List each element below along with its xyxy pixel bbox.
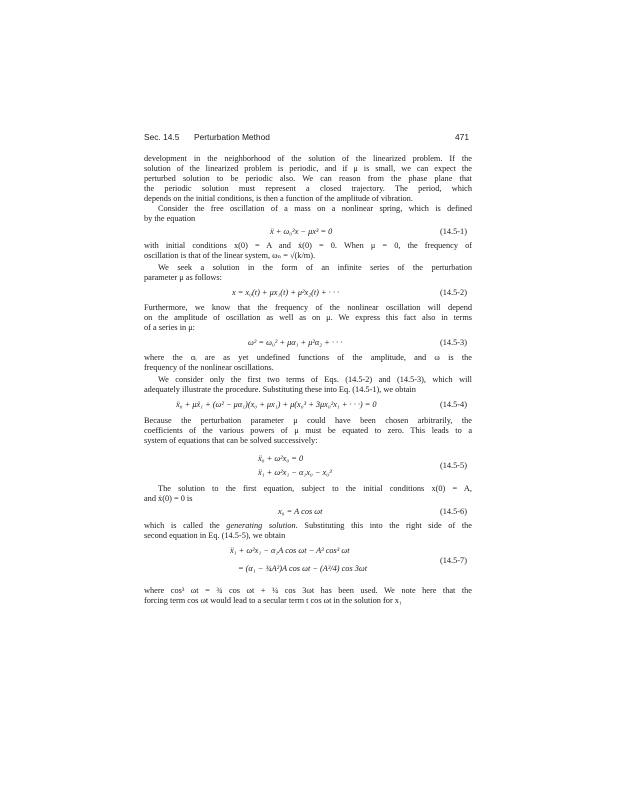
text-line: We consider only the first two terms of Eqs. (14.5-2) and (14.5-3), which will [158,375,472,384]
text-line: where cos³ ωt = ¾ cos ωt + ¼ cos 3ωt has been used. We note here that the [144,586,472,595]
text-line: solution of the linearized problem is periodic, and if μ is small, we can expect the [144,164,472,173]
equation-14-5-7-line-2: = (α₁ − ¾A²)A cos ωt − (A³/4) cos 3ωt [238,564,368,573]
text-line: development in the neighborhood of the solution of the linearized problem. If the [144,154,472,163]
equation-14-5-5-line-1: ẍ₀ + ω²x₀ = 0 [258,454,304,463]
text-line: with initial conditions x(0) = A and ẋ(0) = 0. When μ = 0, the frequency of [144,241,472,250]
text-line: Because the perturbation parameter μ could have been chosen arbitrarily, the [144,416,472,425]
text-line: depends on the initial conditions, is then a function of the amplitude of vibration. [144,194,413,203]
text-line: Consider the free oscillation of a mass on a nonlinear spring, which is defined [158,204,472,213]
text-line [144,521,472,531]
equation-14-5-2: x = x₀(t) + μx₁(t) + μ²x₂(t) + · · · [232,288,340,297]
equation-14-5-4: ẍ₀ + μẍ₁ + (ω² − μα₁)(x₀ + μx₁) + μ(x₀³ + 3μx₀²x₁ + · · ·) = 0 [176,400,377,409]
running-title: Perturbation Method [194,132,270,142]
text-line: of a series in μ: [144,323,195,332]
equation-14-5-7-line-1: ẍ₁ + ω²x₁ − α₁A cos ωt − A³ cos³ ωt [230,546,350,555]
text-line: by the equation [144,214,196,223]
text-line: forcing term cos ωt would lead to a secular term t cos ωt in the solution for x₁ [144,596,402,605]
text-line: the periodic solution must represent a closed trajectory. The period, which [144,184,472,193]
text-line: parameter μ as follows: [144,273,222,282]
equation-number: (14.5-7) [440,556,467,565]
equation-number: (14.5-6) [440,507,467,516]
text-line: frequency of the nonlinear oscillations. [144,363,274,372]
page-number: 471 [455,132,469,142]
text-line: We seek a solution in the form of an infinite series of the perturbation [158,263,472,272]
equation-number: (14.5-1) [440,227,467,236]
equation-number: (14.5-3) [440,338,467,347]
section-label: Sec. 14.5 [144,132,180,142]
text-line: system of equations that can be solved successively: [144,436,318,445]
text-line: perturbed solution to be periodic also. We can reason from the phase plane that [144,174,472,183]
equation-14-5-6: x₀ = A cos ωt [278,507,323,516]
equation-14-5-1: ẍ + ω₀²x − μx³ = 0 [270,227,333,236]
text-line: coefficients of the various powers of μ must be equated to zero. This leads to a [144,426,472,435]
text-line: Furthermore, we know that the frequency of the nonlinear oscillation will depend [144,303,472,312]
text-segment: which is called the [144,521,227,530]
text-line: adequately illustrate the procedure. Substituting these into Eq. (14.5-1), we obtain [144,385,416,394]
text-line: and ẋ(0) = 0 is [144,494,193,503]
text-line: on the amplitude of oscillation as well as on μ. We express this fact also in terms [144,313,472,322]
text-segment: . Substituting this into the right side of the [295,521,472,530]
equation-number: (14.5-5) [440,461,467,470]
equation-14-5-5-line-2: ẍ₁ + ω²x₁ − α₁x₀ − x₀³ [258,468,332,477]
equation-14-5-3: ω² = ω₀² + μα₁ + μ²α₂ + · · · [248,338,343,347]
text-line: oscillation is that of the linear system, ωₙ = √(k/m). [144,251,316,260]
text-line: The solution to the first equation, subject to the initial conditions x(0) = A, [158,484,472,493]
text-line: second equation in Eq. (14.5-5), we obtain [144,531,286,540]
equation-number: (14.5-2) [440,288,467,297]
text-line: where the αᵢ are as yet undefined functions of the amplitude, and ω is the [144,353,472,362]
equation-number: (14.5-4) [440,400,467,409]
term-emphasis: generating solution [226,521,296,530]
